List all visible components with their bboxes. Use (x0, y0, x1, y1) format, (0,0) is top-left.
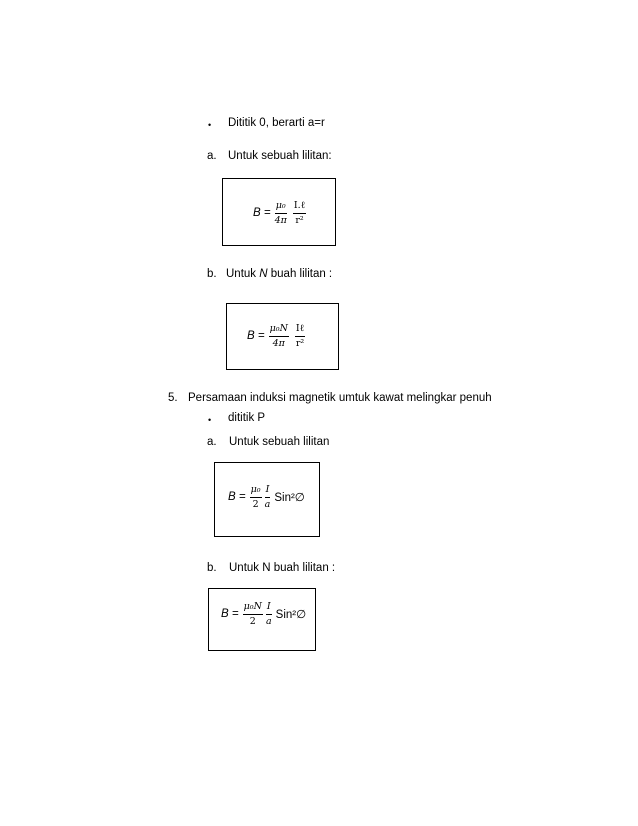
formula-lhs: B = (228, 491, 246, 503)
formula-lhs: B = (221, 608, 239, 620)
fraction (293, 201, 306, 225)
fraction-denominator: r² (295, 214, 304, 226)
item-a-marker: a. (207, 436, 217, 448)
formula-box-2 (226, 303, 339, 370)
formula-box-1 (222, 178, 336, 246)
formula-1 (253, 201, 312, 225)
fraction-numerator: μ₀N (243, 602, 263, 615)
item-b-marker: b. (207, 268, 217, 280)
fraction (266, 602, 272, 626)
fraction-numerator: μ₀ (275, 201, 287, 214)
formula-3 (228, 485, 305, 509)
fraction (250, 485, 262, 509)
fraction (265, 485, 271, 509)
fraction-denominator: 2 (249, 615, 256, 627)
item-a-text: Untuk sebuah lilitan: (228, 150, 332, 162)
fraction (275, 201, 287, 225)
section-number: 5. (168, 392, 178, 404)
formula-lhs: B = (247, 330, 265, 342)
fraction-numerator: I (265, 485, 271, 498)
fraction-numerator: I (266, 602, 272, 615)
formula-lhs: B = (253, 207, 271, 219)
formula-4 (221, 602, 306, 626)
fraction-denominator: a (265, 615, 272, 627)
fraction-denominator: 4π (272, 337, 285, 349)
fraction (295, 324, 305, 348)
formula-tail: Sin²∅ (274, 492, 305, 504)
fraction-numerator: Iℓ (295, 324, 305, 337)
item-b-text-n: N (259, 268, 268, 280)
fraction (269, 324, 289, 348)
item-b-marker: b. (207, 562, 217, 574)
fraction-numerator: μ₀N (269, 324, 289, 337)
fraction-denominator: 4π (274, 214, 287, 226)
fraction-numerator: μ₀ (250, 485, 262, 498)
formula-tail: Sin²∅ (275, 609, 307, 621)
bullet-icon: • (208, 415, 212, 425)
item-b-text: Untuk N buah lilitan : (229, 562, 336, 574)
section-heading: Persamaan induksi magnetik umtuk kawat melingkar penuh (188, 392, 492, 404)
fraction-denominator: 2 (252, 498, 259, 510)
fraction (243, 602, 263, 626)
formula-box-3 (214, 462, 320, 537)
bullet-text: Dititik 0, berarti a=r (228, 117, 325, 129)
item-a-text: Untuk sebuah lilitan (229, 436, 330, 448)
formula-2 (247, 324, 311, 348)
fraction-denominator: a (264, 498, 271, 510)
item-a-marker: a. (207, 150, 217, 162)
fraction-numerator: I.ℓ (293, 201, 306, 214)
formula-box-4 (208, 588, 316, 651)
item-b-text-post: buah lilitan : (267, 268, 333, 280)
item-b-text (226, 268, 332, 280)
fraction-denominator: r² (295, 337, 305, 349)
bullet-text: dititik P (228, 412, 266, 424)
bullet-icon: • (208, 120, 212, 130)
item-b-text-pre: Untuk (226, 268, 260, 280)
